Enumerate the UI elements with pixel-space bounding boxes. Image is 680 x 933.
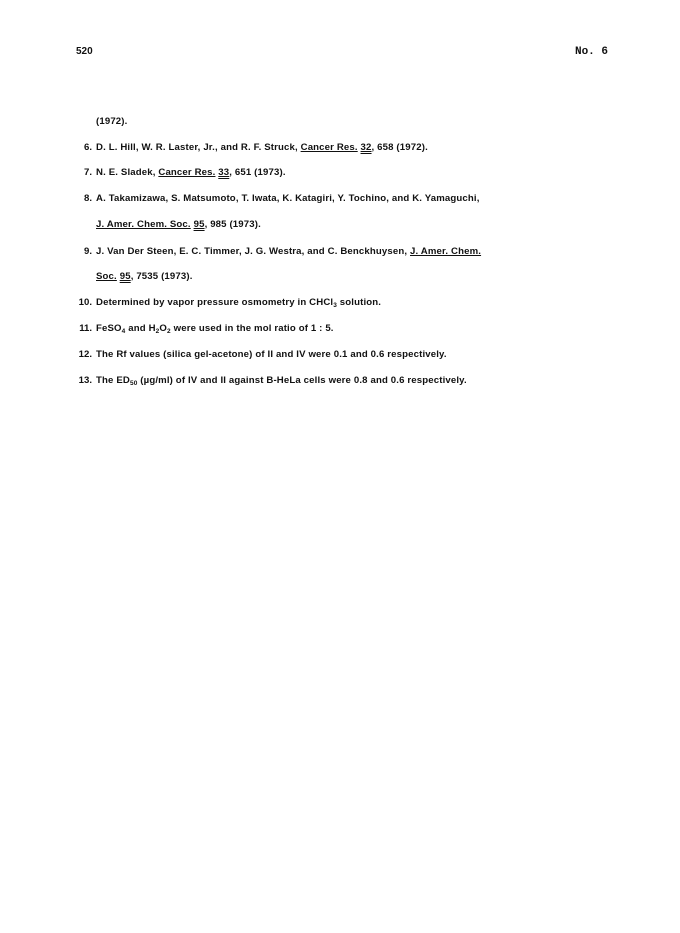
reference-number: 7. <box>83 167 92 178</box>
reference-line: FeSO$_4$ and $H_2O_2$ were used in the mol ratio of 1 : 5. <box>96 323 334 335</box>
reference-line: A. Takamizawa, S. Matsumoto, T. Iwata, K. Katagiri, Y. Tochino, and K. Yamaguchi, <box>96 193 480 204</box>
reference-line: N. E. Sladek, Cancer Res. 33, 651 (1973). <box>96 167 286 178</box>
reference-number: 11. <box>79 323 92 334</box>
issue-number: No. 6 <box>574 46 608 58</box>
reference-line: The Rf values (silica gel-acetone) of II and IV were 0.1 and 0.6 respectively. <box>96 349 447 360</box>
reference-number: 12. <box>78 349 92 360</box>
reference-line: The $ED_{50}$ (µg/ml) of IV and II against B-HeLa cells were 0.8 and 0.6 respectively. <box>96 375 467 387</box>
reference-number: 13. <box>78 375 92 386</box>
reference-line: Soc. 95, 7535 (1973). <box>96 271 193 282</box>
reference-line: D. L. Hill, W. R. Laster, Jr., and R. F. Struck, Cancer Res. 32, 658 (1972). <box>96 142 428 153</box>
page-number: 520 <box>76 46 93 57</box>
reference-line: Determined by vapor pressure osmometry in CHCl$_3$ solution. <box>96 297 382 309</box>
reference-line: J. Amer. Chem. Soc. 95, 985 (1973). <box>96 219 261 230</box>
reference-number: 6. <box>83 142 92 153</box>
reference-number: 10. <box>78 297 92 308</box>
reference-line: J. Van Der Steen, E. C. Timmer, J. G. Westra, and C. Benckhuysen, J. Amer. Chem. <box>96 246 482 257</box>
reference-number: 9. <box>83 246 92 257</box>
reference-number: 8. <box>83 193 92 204</box>
reference-line: (1972). <box>96 116 128 127</box>
